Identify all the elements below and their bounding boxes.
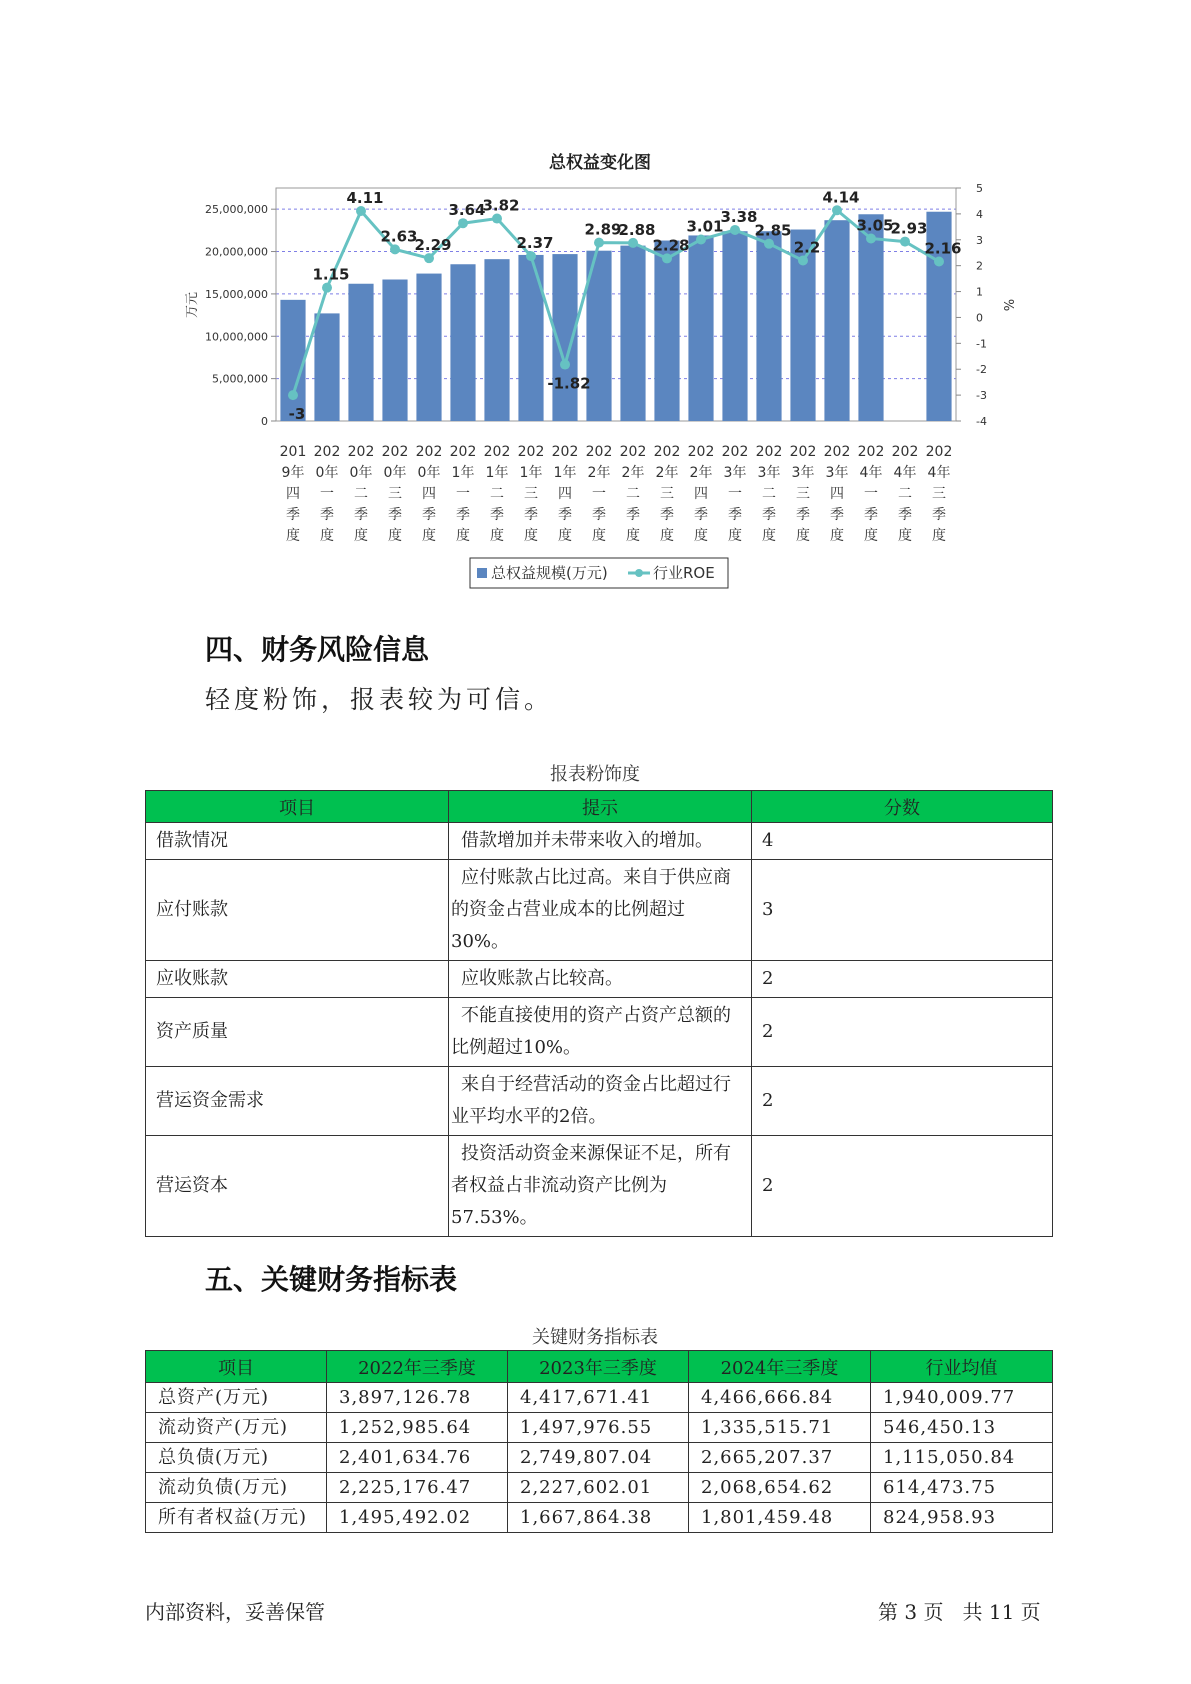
kpi-value: 3,897,126.78 — [327, 1383, 508, 1413]
risk-table — [145, 790, 1053, 1237]
risk-tip: 投资活动资金来源保证不足，所有者权益占非流动资产比例为57.53%。 — [449, 1136, 752, 1237]
bar — [756, 231, 781, 421]
x-tick-label: 度 — [796, 528, 810, 544]
x-tick-label: 1年 — [451, 465, 475, 481]
table-row — [146, 1136, 1053, 1237]
table-row — [146, 1383, 1053, 1413]
header-item: 项目 — [146, 791, 449, 823]
x-tick-label: 四 — [286, 486, 300, 502]
table-row — [146, 823, 1053, 860]
x-tick-label: 季 — [864, 507, 878, 523]
kpi-value: 546,450.13 — [871, 1413, 1053, 1443]
risk-item: 应收账款 — [146, 961, 449, 998]
kpi-value: 1,801,459.48 — [689, 1503, 871, 1533]
table-row — [146, 998, 1053, 1067]
x-tick-label: 三 — [524, 486, 538, 502]
y-tick-label: 25,000,000 — [205, 203, 268, 217]
risk-item: 营运资金需求 — [146, 1067, 449, 1136]
x-tick-label: 度 — [898, 528, 912, 544]
x-tick-label: 202 — [789, 444, 817, 460]
x-tick-label: 度 — [762, 528, 776, 544]
x-tick-label: 季 — [796, 507, 810, 523]
x-tick-label: 二 — [354, 486, 368, 502]
risk-tip: 来自于经营活动的资金占比超过行业平均水平的2倍。 — [449, 1067, 752, 1136]
bar — [722, 231, 747, 421]
kpi-value: 4,417,671.41 — [508, 1383, 689, 1413]
x-tick-label: 202 — [415, 444, 443, 460]
kpi-header: 2022年三季度 — [327, 1351, 508, 1383]
x-tick-label: 季 — [898, 507, 912, 523]
risk-item: 资产质量 — [146, 998, 449, 1067]
y2-tick-label: -2 — [976, 363, 987, 377]
x-tick-label: 度 — [660, 528, 674, 544]
bar — [348, 284, 373, 421]
x-tick-label: 一 — [456, 486, 470, 502]
x-tick-label: 季 — [762, 507, 776, 523]
x-tick-label: 一 — [592, 486, 606, 502]
roe-point — [526, 251, 536, 261]
data-label: -3 — [288, 405, 306, 424]
x-tick-label: 3年 — [723, 465, 747, 481]
kpi-value: 1,940,009.77 — [871, 1383, 1053, 1413]
kpi-item: 所有者权益(万元) — [146, 1503, 327, 1533]
x-tick-label: 四 — [694, 486, 708, 502]
x-tick-label: 度 — [490, 528, 504, 544]
kpi-table-header — [146, 1351, 1053, 1383]
x-tick-label: 度 — [626, 528, 640, 544]
data-label: -1.82 — [547, 374, 591, 393]
kpi-value: 2,401,634.76 — [327, 1443, 508, 1473]
kpi-value: 1,115,050.84 — [871, 1443, 1053, 1473]
section4-title: 四、财务风险信息 — [205, 633, 430, 666]
x-tick-label: 0年 — [315, 465, 339, 481]
roe-point — [696, 235, 706, 245]
legend-label: 行业ROE — [653, 564, 715, 582]
x-tick-label: 202 — [347, 444, 375, 460]
risk-table-header — [146, 791, 1053, 823]
x-tick-label: 度 — [592, 528, 606, 544]
x-tick-label: 四 — [558, 486, 572, 502]
data-label: 2.2 — [793, 238, 821, 257]
x-tick-label: 9年 — [281, 465, 305, 481]
x-tick-label: 202 — [925, 444, 953, 460]
x-tick-label: 202 — [517, 444, 545, 460]
x-tick-label: 202 — [313, 444, 341, 460]
kpi-value: 824,958.93 — [871, 1503, 1053, 1533]
y2-tick-label: -1 — [976, 337, 987, 351]
kpi-table — [145, 1350, 1053, 1533]
x-tick-label: 度 — [864, 528, 878, 544]
legend-swatch-point — [635, 569, 643, 577]
x-tick-label: 度 — [456, 528, 470, 544]
x-tick-label: 1年 — [485, 465, 509, 481]
x-tick-label: 2年 — [621, 465, 645, 481]
x-tick-label: 202 — [721, 444, 749, 460]
roe-point — [560, 360, 570, 370]
data-label: 2.29 — [414, 236, 452, 255]
x-tick-label: 季 — [592, 507, 606, 523]
kpi-item: 流动资产(万元) — [146, 1413, 327, 1443]
data-label: 2.28 — [652, 236, 690, 255]
roe-point — [424, 253, 434, 263]
kpi-value: 2,068,654.62 — [689, 1473, 871, 1503]
x-tick-label: 0年 — [383, 465, 407, 481]
kpi-header: 项目 — [146, 1351, 327, 1383]
table-row — [146, 1473, 1053, 1503]
x-tick-label: 2年 — [655, 465, 679, 481]
y2-tick-label: 1 — [976, 285, 983, 299]
x-tick-label: 4年 — [893, 465, 917, 481]
bar — [620, 246, 645, 421]
kpi-header: 2023年三季度 — [508, 1351, 689, 1383]
x-tick-label: 3年 — [791, 465, 815, 481]
roe-point — [832, 205, 842, 215]
x-tick-label: 季 — [558, 507, 572, 523]
bar — [450, 264, 475, 421]
y-tick-label: 0 — [261, 415, 268, 428]
x-tick-label: 3年 — [825, 465, 849, 481]
data-label: 3.82 — [482, 196, 520, 215]
x-tick-label: 202 — [857, 444, 885, 460]
roe-point — [288, 390, 298, 400]
data-label: 3.05 — [856, 216, 894, 235]
x-tick-label: 202 — [823, 444, 851, 460]
roe-point — [356, 206, 366, 216]
x-tick-label: 季 — [932, 507, 946, 523]
risk-score: 4 — [752, 823, 1053, 860]
kpi-value: 1,497,976.55 — [508, 1413, 689, 1443]
risk-tip: 应收账款占比较高。 — [449, 961, 752, 998]
x-tick-label: 一 — [728, 486, 742, 502]
x-tick-label: 4年 — [859, 465, 883, 481]
x-tick-label: 202 — [619, 444, 647, 460]
data-label: 3.01 — [686, 217, 724, 236]
risk-tip: 不能直接使用的资产占资产总额的比例超过10%。 — [449, 998, 752, 1067]
x-tick-label: 二 — [490, 486, 504, 502]
x-tick-label: 季 — [354, 507, 368, 523]
x-tick-label: 一 — [320, 486, 334, 502]
equity-chart — [0, 0, 1191, 610]
roe-point — [492, 214, 502, 224]
legend-label: 总权益规模(万元) — [491, 564, 608, 582]
x-tick-label: 三 — [796, 486, 810, 502]
y-tick-label: 20,000,000 — [205, 245, 268, 259]
footer-left: 内部资料，妥善保管 — [145, 1600, 325, 1624]
roe-point — [322, 283, 332, 293]
bar — [382, 280, 407, 421]
x-tick-label: 季 — [456, 507, 470, 523]
bar — [484, 259, 509, 421]
data-label: 2.85 — [754, 221, 792, 240]
x-tick-label: 一 — [864, 486, 878, 502]
bar — [654, 241, 679, 421]
x-tick-label: 二 — [626, 486, 640, 502]
header-tip: 提示 — [449, 791, 752, 823]
x-tick-label: 二 — [762, 486, 776, 502]
bar — [416, 274, 441, 421]
bar — [824, 220, 849, 421]
kpi-value: 2,227,602.01 — [508, 1473, 689, 1503]
kpi-value: 1,335,515.71 — [689, 1413, 871, 1443]
roe-point — [900, 237, 910, 247]
x-tick-label: 三 — [660, 486, 674, 502]
x-tick-label: 季 — [320, 507, 334, 523]
section5-title: 五、关键财务指标表 — [205, 1263, 458, 1296]
x-tick-label: 1年 — [553, 465, 577, 481]
data-label: 4.11 — [346, 189, 384, 208]
x-tick-label: 度 — [932, 528, 946, 544]
x-tick-label: 202 — [483, 444, 511, 460]
y2-tick-label: -3 — [976, 389, 987, 403]
roe-point — [594, 238, 604, 248]
roe-point — [866, 233, 876, 243]
y-tick-label: 15,000,000 — [205, 287, 268, 301]
y2-tick-label: -4 — [976, 415, 987, 428]
data-label: 2.37 — [516, 234, 554, 253]
x-tick-label: 三 — [932, 486, 946, 502]
risk-tip: 借款增加并未带来收入的增加。 — [449, 823, 752, 860]
kpi-item: 总资产(万元) — [146, 1383, 327, 1413]
y-axis-label: 万元 — [185, 291, 200, 319]
table-row — [146, 1067, 1053, 1136]
roe-point — [458, 218, 468, 228]
x-tick-label: 季 — [626, 507, 640, 523]
legend-swatch-bar — [477, 568, 487, 578]
x-tick-label: 0年 — [349, 465, 373, 481]
x-tick-label: 季 — [694, 507, 708, 523]
x-tick-label: 度 — [728, 528, 742, 544]
kpi-value: 2,225,176.47 — [327, 1473, 508, 1503]
data-label: 3.64 — [448, 201, 486, 220]
x-tick-label: 三 — [388, 486, 402, 502]
data-label: 1.15 — [312, 265, 350, 284]
roe-point — [798, 255, 808, 265]
x-tick-label: 季 — [490, 507, 504, 523]
footer-page: 第 3 页 共 11 页 — [878, 1600, 1041, 1624]
data-label: 2.89 — [584, 220, 622, 239]
bar — [858, 214, 883, 421]
x-tick-label: 201 — [279, 444, 307, 460]
roe-point — [628, 238, 638, 248]
data-label: 2.88 — [618, 220, 656, 239]
x-tick-label: 202 — [551, 444, 579, 460]
data-label: 4.14 — [822, 188, 860, 207]
risk-tip: 应付账款占比过高。来自于供应商的资金占营业成本的比例超过30%。 — [449, 860, 752, 961]
kpi-value: 614,473.75 — [871, 1473, 1053, 1503]
y2-tick-label: 3 — [976, 233, 983, 247]
x-tick-label: 度 — [524, 528, 538, 544]
bar — [688, 235, 713, 421]
roe-point — [662, 253, 672, 263]
x-tick-label: 202 — [891, 444, 919, 460]
risk-score: 3 — [752, 860, 1053, 961]
x-tick-label: 四 — [422, 486, 436, 502]
x-tick-label: 3年 — [757, 465, 781, 481]
x-tick-label: 2年 — [689, 465, 713, 481]
x-tick-label: 度 — [354, 528, 368, 544]
data-label: 2.16 — [924, 239, 962, 258]
y-tick-label: 5,000,000 — [212, 372, 268, 386]
y2-tick-label: 0 — [976, 311, 983, 325]
roe-point — [934, 257, 944, 267]
x-tick-label: 度 — [422, 528, 436, 544]
table-row — [146, 961, 1053, 998]
kpi-value: 2,665,207.37 — [689, 1443, 871, 1473]
kpi-table-caption: 关键财务指标表 — [532, 1327, 658, 1348]
data-label: 3.38 — [720, 207, 758, 226]
roe-point — [730, 225, 740, 235]
y2-tick-label: 5 — [976, 182, 983, 195]
x-tick-label: 202 — [585, 444, 613, 460]
table-row — [146, 1443, 1053, 1473]
y2-axis-label: % — [1000, 298, 1015, 312]
risk-summary: 轻度粉饰，报表较为可信。 — [205, 685, 554, 714]
risk-score: 2 — [752, 1136, 1053, 1237]
x-tick-label: 度 — [286, 528, 300, 544]
kpi-value: 2,749,807.04 — [508, 1443, 689, 1473]
x-tick-label: 0年 — [417, 465, 441, 481]
x-tick-label: 度 — [388, 528, 402, 544]
x-tick-label: 季 — [388, 507, 402, 523]
table-row — [146, 860, 1053, 961]
x-tick-label: 四 — [830, 486, 844, 502]
kpi-header: 行业均值 — [871, 1351, 1053, 1383]
data-label: 2.93 — [890, 219, 928, 238]
risk-score: 2 — [752, 1067, 1053, 1136]
kpi-value: 4,466,666.84 — [689, 1383, 871, 1413]
risk-item: 应付账款 — [146, 860, 449, 961]
kpi-item: 总负债(万元) — [146, 1443, 327, 1473]
data-label: 2.63 — [380, 227, 418, 246]
roe-point — [390, 244, 400, 254]
bar — [280, 300, 306, 424]
bar — [314, 313, 339, 421]
kpi-item: 流动负债(万元) — [146, 1473, 327, 1503]
x-tick-label: 202 — [381, 444, 409, 460]
x-tick-label: 季 — [728, 507, 742, 523]
x-tick-label: 度 — [320, 528, 334, 544]
kpi-header: 2024年三季度 — [689, 1351, 871, 1383]
table-row — [146, 1503, 1053, 1533]
x-tick-label: 2年 — [587, 465, 611, 481]
risk-item: 营运资本 — [146, 1136, 449, 1237]
risk-score: 2 — [752, 998, 1053, 1067]
x-tick-label: 202 — [755, 444, 783, 460]
x-tick-label: 4年 — [927, 465, 951, 481]
roe-point — [764, 239, 774, 249]
x-tick-label: 度 — [830, 528, 844, 544]
header-score: 分数 — [752, 791, 1053, 823]
table-row — [146, 1413, 1053, 1443]
risk-table-caption: 报表粉饰度 — [550, 764, 640, 785]
x-tick-label: 1年 — [519, 465, 543, 481]
y2-tick-label: 2 — [976, 259, 983, 273]
x-tick-label: 二 — [898, 486, 912, 502]
x-tick-label: 202 — [653, 444, 681, 460]
x-tick-label: 季 — [660, 507, 674, 523]
y-tick-label: 10,000,000 — [205, 330, 268, 344]
kpi-value: 1,667,864.38 — [508, 1503, 689, 1533]
x-tick-label: 季 — [830, 507, 844, 523]
x-tick-label: 度 — [694, 528, 708, 544]
chart-title: 总权益变化图 — [549, 153, 651, 173]
x-tick-label: 202 — [687, 444, 715, 460]
x-tick-label: 度 — [558, 528, 572, 544]
y2-tick-label: 4 — [976, 207, 983, 221]
kpi-value: 1,252,985.64 — [327, 1413, 508, 1443]
risk-item: 借款情况 — [146, 823, 449, 860]
x-tick-label: 季 — [524, 507, 538, 523]
risk-score: 2 — [752, 961, 1053, 998]
kpi-value: 1,495,492.02 — [327, 1503, 508, 1533]
x-tick-label: 季 — [422, 507, 436, 523]
x-tick-label: 季 — [286, 507, 300, 523]
x-tick-label: 202 — [449, 444, 477, 460]
